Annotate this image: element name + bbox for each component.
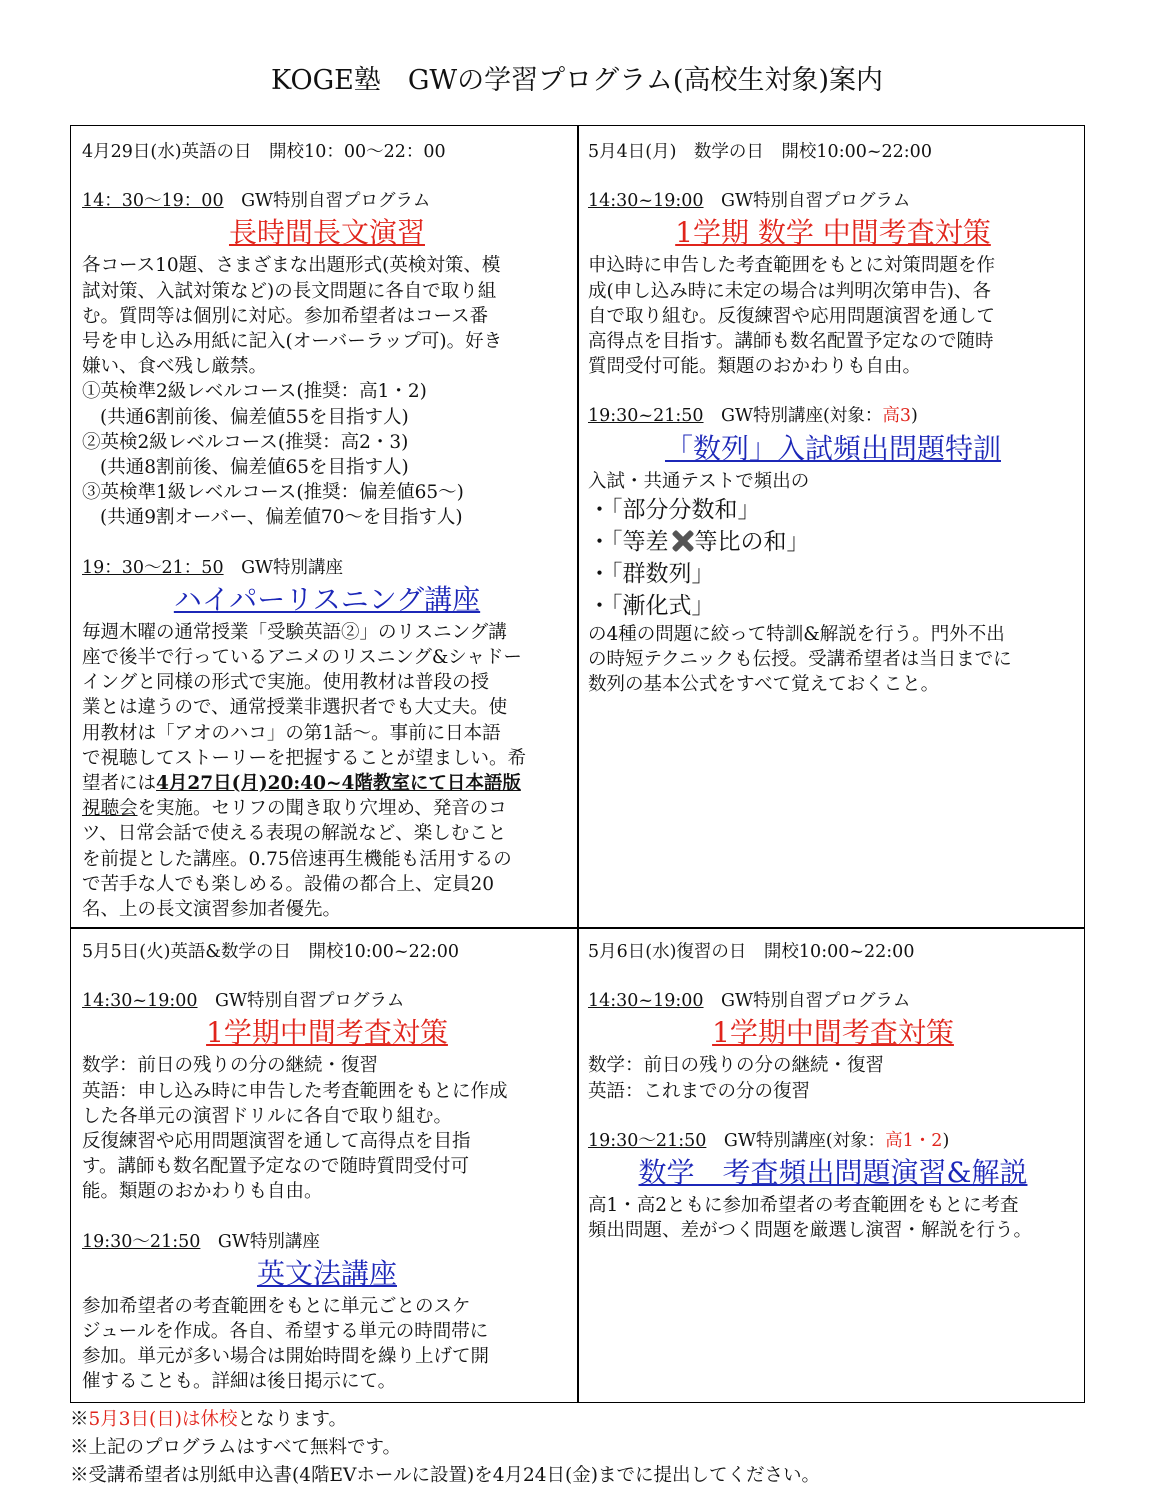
session-time: 14:30~19:00	[82, 991, 198, 1012]
target-grade: 高1・2	[885, 1130, 943, 1151]
body-line: イングと同様の形式で実施。使用教材は普段の授	[82, 672, 490, 694]
session-time: 19：30〜21：50	[82, 557, 224, 578]
topic-item: ・「等差 等比の和」	[588, 528, 810, 555]
body-line: 数学：前日の残りの分の継続・復習	[588, 1055, 885, 1077]
session-2-heading: 英文法講座	[256, 1256, 397, 1290]
body-line: 毎週木曜の通常授業「受験英語②」のリスニング講	[82, 621, 507, 643]
body-line: 参加。単元が多い場合は開始時間を繰り上げて開	[82, 1346, 490, 1368]
topic-item: ・「群数列」	[588, 560, 715, 587]
footer-notes	[70, 1406, 820, 1490]
session-time: 14：30〜19：00	[82, 191, 224, 212]
session-time: 14:30~19:00	[588, 191, 704, 212]
session-time: 14:30~19:00	[588, 991, 704, 1012]
session-time: 19:30〜21:50	[82, 1231, 201, 1252]
body-line: 反復練習や応用問題演習を通して高得点を目指	[82, 1131, 471, 1153]
cell-date: 5月4日(月) 数学の日 開校10:00~22:00	[588, 142, 932, 162]
body-line: ジュールを作成。各自、希望する単元の時間帯に	[82, 1321, 489, 1343]
grid-divider-vertical	[577, 125, 579, 1403]
viewing-session-notice: 4月27日(月)20:40~4階教室にて日本語版	[156, 773, 521, 795]
body-line: 数学：前日の残りの分の継続・復習	[82, 1055, 379, 1077]
course-line: ②英検2級レベルコース(推奨：高2・3)	[82, 431, 409, 453]
session-time: 19:30~21:50	[588, 406, 704, 427]
session-2-header	[82, 556, 572, 581]
body-line: 数列の基本公式をすべて覚えておくこと。	[588, 674, 940, 696]
session-1-header	[588, 989, 1078, 1014]
body-line: した各単元の演習ドリルに各自で取り組む。	[82, 1105, 453, 1127]
body-line: で苦手な人でも楽しめる。設備の都合上、定員20	[82, 873, 495, 895]
body-line: 各コース10題、さまざまな出題形式(英検対策、模	[82, 255, 501, 277]
body-line: む。質問等は個別に対応。参加希望者はコース番	[82, 305, 489, 327]
cell-date: 5月6日(水)復習の日 開校10:00~22:00	[588, 942, 915, 962]
body-line: を前提とした講座。0.75倍速再生機能も活用するの	[82, 848, 512, 870]
course-line: ③英検準1級レベルコース(推奨：偏差値65〜)	[82, 482, 464, 504]
session-1-header	[82, 189, 572, 214]
body-line: 英語：これまでの分の復習	[588, 1080, 811, 1102]
body-line: ツ、日常会話で使える表現の解説など、楽しむこと	[82, 823, 507, 845]
session-2-heading: ハイパーリスニング講座	[173, 582, 481, 616]
body-line: の時短テクニックも伝授。受講希望者は当日までに	[588, 649, 1012, 671]
body-line: 頻出問題、差がつく問題を厳選し演習・解説を行う。	[588, 1220, 1033, 1242]
body-line: 用教材は「アオのハコ」の第1話〜。事前に日本語	[82, 722, 501, 744]
session-label: GW特別自習プログラム	[223, 191, 431, 212]
topic-item: ・「部分分数和」	[588, 496, 761, 523]
body-line: 英語：申し込み時に申告した考査範囲をもとに作成	[82, 1080, 508, 1102]
body-line: 号を申し込み用紙に記入(オーバーラップ可)。好き	[82, 331, 503, 353]
session-label: GW特別講座	[200, 1231, 320, 1252]
body-line: 申込時に申告した考査範囲をもとに対策問題を作	[588, 255, 996, 277]
session-1-heading: 1学期中間考査対策	[206, 1016, 448, 1050]
session-label: GW特別自習プログラム	[703, 991, 911, 1012]
body-line: の4種の問題に絞って特訓&解説を行う。門外不出	[588, 623, 1005, 645]
session-1-heading: 1学期 数学 中間考査対策	[675, 216, 991, 250]
session-1-heading: 1学期中間考査対策	[712, 1016, 954, 1050]
session-2-header	[82, 1230, 572, 1255]
cell-date: 5月5日(火)英語&数学の日 開校10:00~22:00	[82, 942, 460, 962]
body-line: 名、上の長文演習参加者優先。	[82, 899, 342, 921]
grid-divider-horizontal	[70, 927, 1085, 929]
body-line: 質問受付可能。類題のおかわりも自由。	[588, 356, 922, 378]
session-2-header: 19:30~21:50 GW特別講座(対象：高3)	[588, 406, 918, 427]
session-label: GW特別自習プログラム	[197, 991, 405, 1012]
cell-date: 4月29日(水)英語の日 開校10：00〜22：00	[82, 142, 446, 162]
body-line: 嫌い、食べ残し厳禁。	[82, 356, 268, 378]
cell-apr29	[82, 140, 572, 922]
session-1-heading: 長時間長文演習	[228, 216, 425, 250]
note-free: ※上記のプログラムはすべて無料です。	[70, 1437, 401, 1458]
topic-item: ・「漸化式」	[588, 592, 715, 619]
x-mark-icon	[671, 530, 693, 552]
session-1-header	[82, 989, 572, 1014]
body-line-highlight: 望者には4月27日(月)20:40~4階教室にて日本語版	[82, 773, 521, 795]
cell-may6	[588, 940, 1078, 1243]
body-line: 業とは違うので、通常授業非選択者でも大丈夫。使	[82, 697, 508, 719]
course-line: (共通9割オーバー、偏差値70〜を目指す人)	[100, 507, 463, 529]
note-holiday: ※5月3日(日)は休校となります。	[70, 1409, 348, 1430]
body-line: 催することも。詳細は後日掲示にて。	[82, 1371, 397, 1393]
course-line: (共通6割前後、偏差値55を目指す人)	[100, 406, 409, 428]
note-application: ※受講希望者は別紙申込書(4階EVホールに設置)を4月24日(金)までに提出してください。	[70, 1465, 820, 1486]
body-line: 成(申し込み時に未定の場合は判明次第申告)、各	[588, 280, 991, 302]
session-label: GW特別自習プログラム	[703, 191, 911, 212]
session-1-header	[588, 189, 1078, 214]
body-line: 座で後半で行っているアニメのリスニング&シャドー	[82, 647, 522, 669]
body-line: 高1・高2ともに参加希望者の考査範囲をもとに考査	[588, 1195, 1019, 1217]
body-line: 試対策、入試対策など)の長文問題に各自で取り組	[82, 280, 497, 302]
session-2-heading: 「数列」入試頻出問題特訓	[664, 431, 1001, 465]
body-line: 能。類題のおかわりも自由。	[82, 1181, 323, 1203]
body-line: 視聴会を実施。セリフの聞き取り穴埋め、発音のコ	[82, 798, 507, 820]
body-line: 入試・共通テストで頻出の	[588, 470, 810, 492]
target-grade: 高3	[882, 406, 911, 427]
body-line: で視聴してストーリーを把握することが望ましい。希	[82, 747, 527, 769]
course-line: (共通8割前後、偏差値65を目指す人)	[100, 457, 409, 479]
body-line: 高得点を目指す。講師も数名配置予定なので随時	[588, 331, 994, 353]
session-label: GW特別講座	[223, 557, 344, 578]
body-line: す。講師も数名配置予定なので随時質問受付可	[82, 1156, 470, 1178]
session-time: 19:30〜21:50	[588, 1130, 707, 1151]
session-2-header: 19:30〜21:50 GW特別講座(対象：高1・2)	[588, 1130, 950, 1151]
cell-may5	[82, 940, 572, 1395]
body-line: 参加希望者の考査範囲をもとに単元ごとのスケ	[82, 1295, 471, 1317]
session-label: GW特別講座(対象：	[703, 406, 883, 427]
page-title: KOGE塾 GWの学習プログラム(高校生対象)案内	[271, 65, 883, 96]
body-line: 自で取り組む。反復練習や応用問題演習を通して	[588, 305, 996, 327]
course-line: ①英検準2級レベルコース(推奨：高1・2)	[82, 381, 427, 403]
cell-may4	[588, 140, 1078, 697]
session-2-heading: 数学 考査頻出問題演習&解説	[638, 1156, 1028, 1190]
session-label: GW特別講座(対象：	[706, 1130, 886, 1151]
